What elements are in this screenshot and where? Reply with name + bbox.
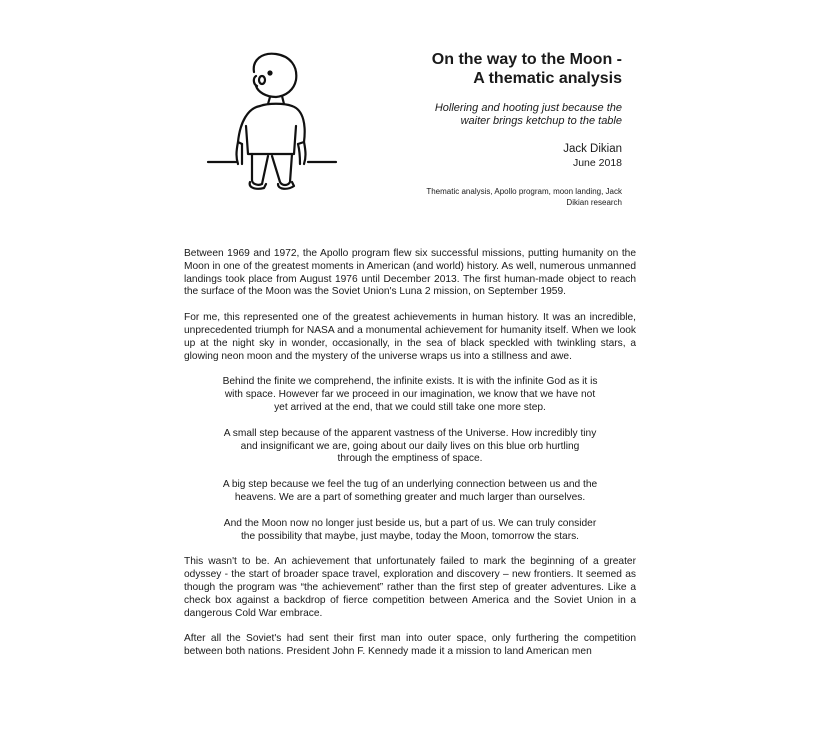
publication-date: June 2018 (572, 157, 622, 169)
quote-paragraph-4: And the Moon now no longer just beside us, but a part of us. We can truly consider the possibility that maybe, just maybe, today the Moon, tomorrow the stars. (223, 517, 597, 542)
subtitle-line-2: waiter brings ketchup to the table (460, 115, 622, 127)
quote-paragraph-1: Behind the finite we comprehend, the infinite exists. It is with the infinite God as it is with space. However far we proceed in our imagination, we know that we have not yet arrived at the end, that we could still take one more step. (222, 376, 598, 413)
keywords-line-2: Dikian research (566, 198, 622, 207)
document-body (184, 248, 636, 672)
paragraph-1: Between 1969 and 1972, the Apollo program flew six successful missions, putting humanity on the Moon in one of the greatest moments in American (and world) history. As well, numerous unmanned landings took place from August 1976 until December 2013. The first human-made object to reach the surface of the Moon was the Soviet Union's Luna 2 mission, on September 1959. (184, 248, 636, 298)
paragraph-4: After all the Soviet's had sent their first man into outer space, only furthering the competition between both nations. President John F. Kennedy made it a mission to land American men (184, 633, 636, 658)
document-subtitle (322, 102, 622, 128)
title-line-2: A thematic analysis (473, 70, 622, 87)
paragraph-3: This wasn't to be. An achievement that unfortunately failed to mark the beginning of a greater odyssey - the start of broader space travel, exploration and discovery – new frontiers. It seemed as though the program was “the achievement” rather than the first step of greater adventures. Like a check box against a backdrop of fierce competition between America and the Soviet Union in a dangerous Cold War embrace. (184, 556, 636, 619)
quote-paragraph-3: A big step because we feel the tug of an underlying connection between us and the heavens. We are a part of something greater and much larger than ourselves. (222, 479, 598, 503)
subtitle-line-1: Hollering and hooting just because the (434, 102, 622, 114)
quote-paragraph-2: A small step because of the apparent vastness of the Universe. How incredibly tiny and insignificant we are, going about our daily lives on this blue orb hurtling through the emptiness of space. (223, 427, 597, 465)
keywords (322, 186, 622, 208)
block-quote (184, 376, 636, 543)
keywords-line-1: Thematic analysis, Apollo program, moon landing, Jack (426, 187, 622, 196)
title-line-1: On the way to the Moon - (431, 51, 622, 68)
document-header (322, 50, 622, 208)
document-title (322, 50, 622, 88)
author-name: Jack Dikian (563, 143, 622, 155)
paragraph-2: For me, this represented one of the greatest achievements in human history. It was an incredible, unprecedented triumph for NASA and a monumental achievement for humanity itself. When we look up at the night sky in wonder, occasionally, in the sea of black speckled with twinkling stars, a glowing neon moon and the mystery of the universe wraps us into a stillness and awe. (184, 312, 636, 362)
